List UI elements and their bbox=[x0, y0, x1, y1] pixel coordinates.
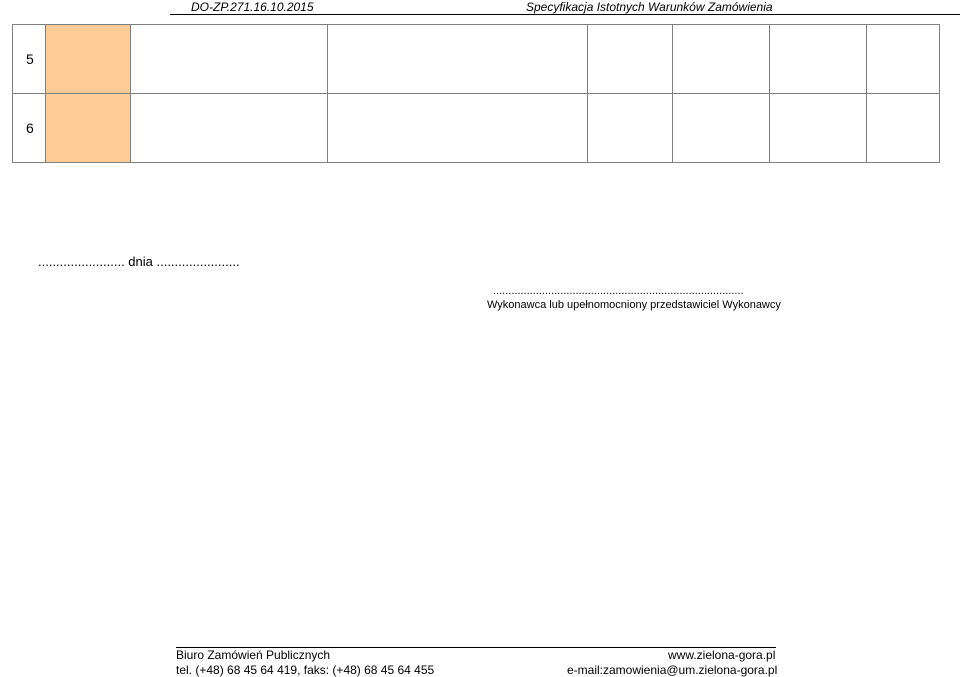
form-table bbox=[12, 24, 940, 163]
table-cell bbox=[673, 94, 770, 163]
header-divider bbox=[170, 14, 960, 15]
table-cell bbox=[867, 25, 940, 94]
row-number: 5 bbox=[13, 25, 46, 94]
document-reference: DO-ZP.271.16.10.2015 bbox=[191, 0, 314, 14]
table-cell bbox=[770, 94, 867, 163]
footer-office: Biuro Zamówień Publicznych bbox=[176, 648, 331, 662]
footer-email: e-mail:zamowienia@um.zielona-gora.pl bbox=[567, 663, 778, 677]
footer-website: www.zielona-gora.pl bbox=[668, 648, 776, 662]
footer-phone: tel. (+48) 68 45 64 419, faks: (+48) 68 45 64 455 bbox=[176, 663, 435, 677]
table-row bbox=[13, 94, 940, 163]
table-cell bbox=[328, 94, 588, 163]
document-title: Specyfikacja Istotnych Warunków Zamówienia bbox=[526, 0, 773, 14]
table-cell bbox=[131, 25, 328, 94]
table-cell bbox=[588, 94, 673, 163]
table-cell-shaded bbox=[46, 25, 131, 94]
table-cell bbox=[867, 94, 940, 163]
table-cell bbox=[328, 25, 588, 94]
signature-label: Wykonawca lub upełnomocniony przedstawiciel Wykonawcy bbox=[487, 299, 781, 311]
signature-line: .................................................................................. bbox=[493, 285, 744, 297]
row-number: 6 bbox=[13, 94, 46, 163]
page-header bbox=[0, 0, 960, 16]
table-cell bbox=[588, 25, 673, 94]
table-row bbox=[13, 25, 940, 94]
place-date-line: ........................ dnia ....................... bbox=[38, 254, 240, 269]
table-cell bbox=[673, 25, 770, 94]
table-cell bbox=[770, 25, 867, 94]
table-cell-shaded bbox=[46, 94, 131, 163]
table-cell bbox=[131, 94, 328, 163]
